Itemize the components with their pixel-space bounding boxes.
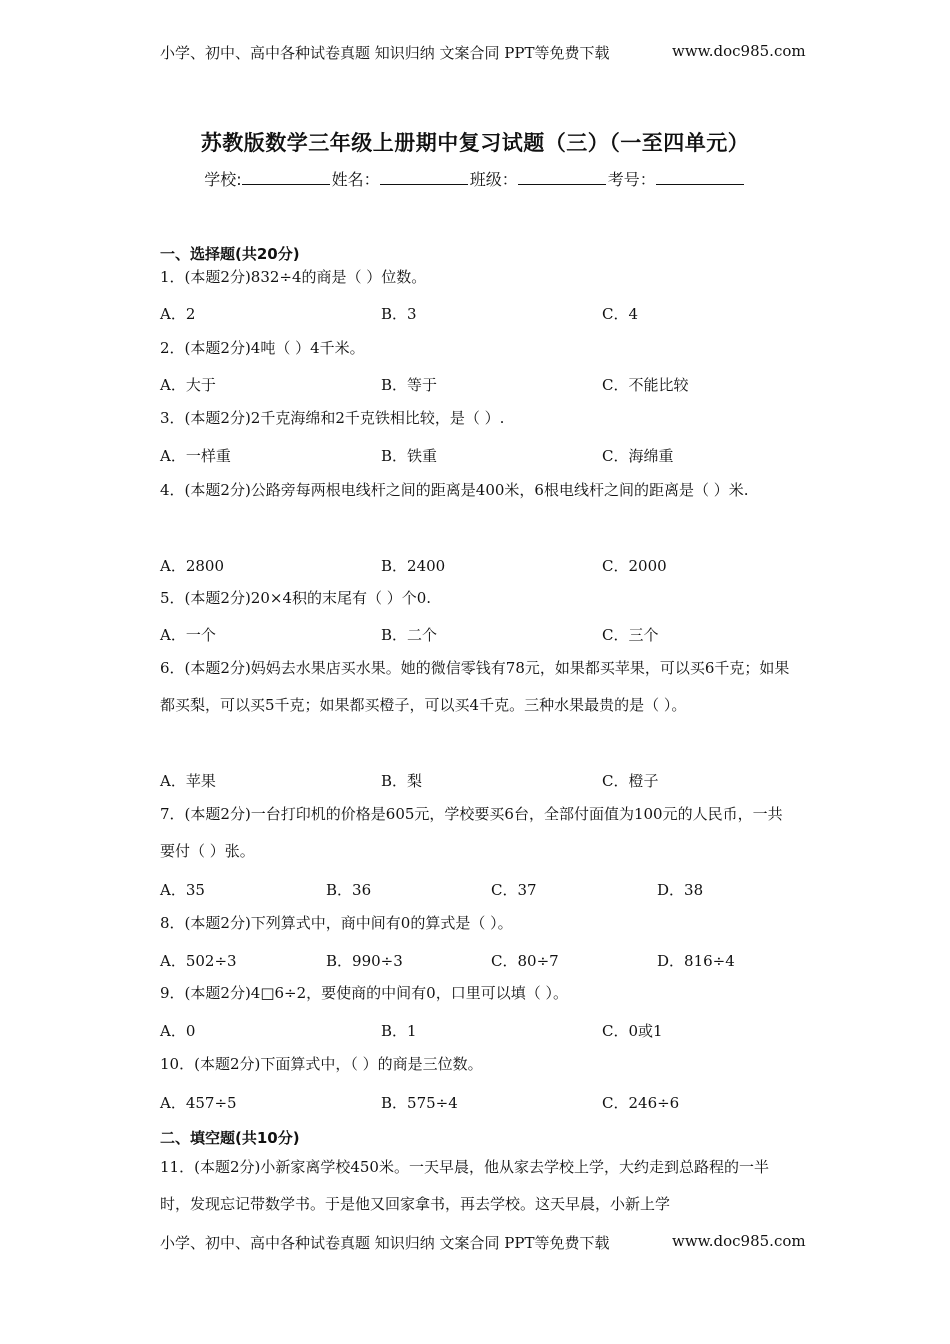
banner-text: 小学、初中、高中各种试卷真题 知识归纳 文案合同 PPT等免费下载 xyxy=(160,44,610,62)
class-label: 班级： xyxy=(469,170,518,189)
student-info-line xyxy=(0,167,950,190)
option-b: B．梨 xyxy=(381,772,423,790)
option-a: A．35 xyxy=(160,881,205,899)
option-a: A．一样重 xyxy=(160,447,231,465)
question-4-options xyxy=(160,555,800,577)
question-8-options xyxy=(160,950,800,972)
question-3: 3．(本题2分)2千克海绵和2千克铁相比较，是（ ）. xyxy=(160,409,505,427)
question-6-options xyxy=(160,770,800,792)
option-d: D．38 xyxy=(657,881,704,899)
option-b: B．1 xyxy=(381,1022,417,1040)
option-d: D．816÷4 xyxy=(657,952,735,970)
option-c: C．橙子 xyxy=(602,772,659,790)
question-4: 4．(本题2分)公路旁每两根电线杆之间的距离是400米，6根电线杆之间的距离是（ ）米. xyxy=(160,481,749,499)
option-a: A．502÷3 xyxy=(160,952,237,970)
question-10: 10．(本题2分)下面算式中，（ ）的商是三位数。 xyxy=(160,1055,483,1073)
school-field[interactable] xyxy=(242,170,330,185)
option-b: B．等于 xyxy=(381,376,438,394)
exam-number-label: 考号： xyxy=(607,170,656,189)
class-field[interactable] xyxy=(518,170,606,185)
question-9: 9．(本题2分)4□6÷2，要使商的中间有0，口里可以填（ ）。 xyxy=(160,984,568,1002)
question-5-options xyxy=(160,624,800,646)
question-7: 7．(本题2分)一台打印机的价格是605元，学校要买6台，全部付面值为100元的人民币，一共要付（ ）张。 xyxy=(160,805,783,860)
option-c: C．80÷7 xyxy=(491,952,559,970)
option-c: C．2000 xyxy=(602,557,667,575)
option-a: A．2800 xyxy=(160,557,225,575)
option-a: A．苹果 xyxy=(160,772,216,790)
question-3-options xyxy=(160,445,800,467)
name-field[interactable] xyxy=(380,170,468,185)
banner-url[interactable]: www.doc985.com xyxy=(672,42,806,60)
question-7-options xyxy=(160,879,800,901)
question-6: 6．(本题2分)妈妈去水果店买水果。她的微信零钱有78元，如果都买苹果，可以买6千克；如果都买梨，可以买5千克；如果都买橙子，可以买4千克。三种水果最贵的是（ ）。 xyxy=(160,659,790,714)
option-c: C．不能比较 xyxy=(602,376,689,394)
option-b: B．二个 xyxy=(381,626,438,644)
option-c: C．4 xyxy=(602,305,639,323)
banner-text: 小学、初中、高中各种试卷真题 知识归纳 文案合同 PPT等免费下载 xyxy=(160,1234,610,1252)
section-heading-fill: 二、填空题(共10分) xyxy=(160,1129,300,1147)
name-label: 姓名： xyxy=(331,170,380,189)
option-b: B．2400 xyxy=(381,557,446,575)
option-c: C．0或1 xyxy=(602,1022,663,1040)
question-9-options xyxy=(160,1020,800,1042)
option-c: C．海绵重 xyxy=(602,447,674,465)
section-heading-choice: 一、选择题(共20分) xyxy=(160,245,300,263)
exam-number-field[interactable] xyxy=(656,170,744,185)
question-1: 1．(本题2分)832÷4的商是（ ）位数。 xyxy=(160,268,427,286)
option-c: C．246÷6 xyxy=(602,1094,680,1112)
question-5: 5．(本题2分)20×4积的末尾有（ ）个0. xyxy=(160,589,432,607)
school-label: 学校: xyxy=(204,170,242,189)
option-b: B．3 xyxy=(381,305,417,323)
option-a: A．457÷5 xyxy=(160,1094,237,1112)
option-a: A．一个 xyxy=(160,626,216,644)
option-a: A．大于 xyxy=(160,376,216,394)
option-b: B．36 xyxy=(326,881,372,899)
question-8: 8．(本题2分)下列算式中，商中间有0的算式是（ ）。 xyxy=(160,914,513,932)
option-b: B．铁重 xyxy=(381,447,438,465)
option-b: B．575÷4 xyxy=(381,1094,458,1112)
option-c: C．三个 xyxy=(602,626,659,644)
question-2-options xyxy=(160,374,800,396)
option-c: C．37 xyxy=(491,881,537,899)
page-title: 苏教版数学三年级上册期中复习试题（三）（一至四单元） xyxy=(200,130,750,155)
option-a: A．0 xyxy=(160,1022,196,1040)
question-11: 11．(本题2分)小新家离学校450米。一天早晨，他从家去学校上学，大约走到总路程的一半时，发现忘记带数学书。于是他又回家拿书，再去学校。这天早晨，小新上学 xyxy=(160,1158,769,1213)
question-1-options xyxy=(160,303,800,325)
option-b: B．990÷3 xyxy=(326,952,403,970)
option-a: A．2 xyxy=(160,305,196,323)
banner-url[interactable]: www.doc985.com xyxy=(672,1232,806,1250)
question-2: 2．(本题2分)4吨（ ）4千米。 xyxy=(160,339,365,357)
question-10-options xyxy=(160,1092,800,1114)
